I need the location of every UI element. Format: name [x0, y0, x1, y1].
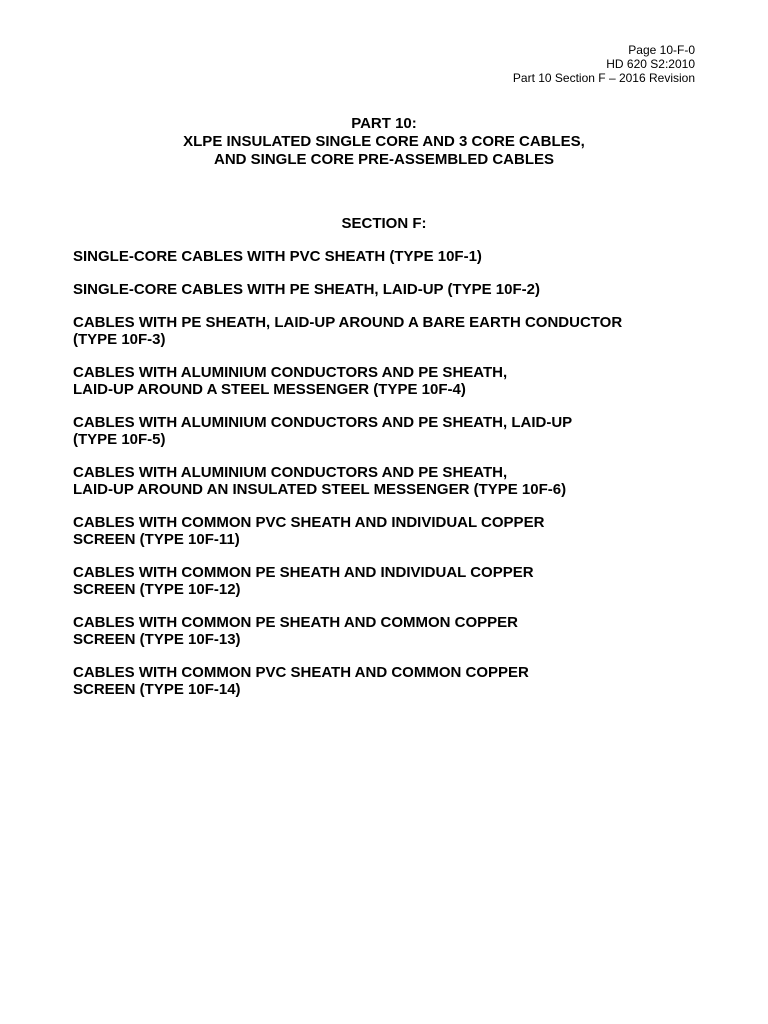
list-item-line: SCREEN (TYPE 10F-14)	[73, 681, 241, 698]
title-line: PART 10:	[351, 115, 417, 132]
list-item-line: SINGLE-CORE CABLES WITH PVC SHEATH (TYPE 10F-1)	[73, 248, 482, 265]
list-item-line: SCREEN (TYPE 10F-12)	[73, 581, 241, 598]
document-title	[0, 115, 768, 169]
list-item-line: LAID-UP AROUND AN INSULATED STEEL MESSENGER (TYPE 10F-6)	[73, 481, 567, 498]
section-heading: SECTION F:	[341, 215, 427, 232]
list-item	[73, 414, 713, 448]
list-item-line: (TYPE 10F-3)	[73, 331, 166, 348]
list-item	[73, 281, 713, 298]
list-item-line: CABLES WITH COMMON PVC SHEATH AND INDIVIDUAL COPPER	[73, 514, 545, 531]
revision-label: Part 10 Section F – 2016 Revision	[512, 71, 695, 85]
list-item-line: (TYPE 10F-5)	[73, 431, 166, 448]
list-item	[73, 364, 713, 398]
page-header	[513, 43, 695, 85]
standard-reference: HD 620 S2:2010	[606, 57, 695, 71]
title-line: AND SINGLE CORE PRE-ASSEMBLED CABLES	[213, 151, 555, 168]
list-item-line: CABLES WITH COMMON PE SHEATH AND INDIVIDUAL COPPER	[73, 564, 534, 581]
list-item-line: CABLES WITH ALUMINIUM CONDUCTORS AND PE SHEATH,	[73, 464, 508, 481]
list-item-line: SCREEN (TYPE 10F-11)	[73, 531, 240, 548]
list-item	[73, 614, 713, 648]
list-item	[73, 514, 713, 548]
list-item-line: CABLES WITH PE SHEATH, LAID-UP AROUND A BARE EARTH CONDUCTOR	[73, 314, 623, 331]
list-item-line: SCREEN (TYPE 10F-13)	[73, 631, 241, 648]
list-item-line: LAID-UP AROUND A STEEL MESSENGER (TYPE 10F-4)	[73, 381, 466, 398]
list-item	[73, 664, 713, 698]
list-item	[73, 248, 713, 265]
page-number: Page 10-F-0	[628, 43, 695, 57]
list-item-line: CABLES WITH ALUMINIUM CONDUCTORS AND PE SHEATH,	[73, 364, 508, 381]
list-item-line: SINGLE-CORE CABLES WITH PE SHEATH, LAID-UP (TYPE 10F-2)	[73, 281, 540, 298]
list-item	[73, 314, 713, 348]
list-item	[73, 464, 713, 498]
list-item-line: CABLES WITH ALUMINIUM CONDUCTORS AND PE SHEATH, LAID-UP	[73, 414, 573, 431]
title-line: XLPE INSULATED SINGLE CORE AND 3 CORE CABLES,	[183, 133, 585, 150]
list-item-line: CABLES WITH COMMON PVC SHEATH AND COMMON COPPER	[73, 664, 529, 681]
cable-type-list	[73, 248, 713, 714]
list-item	[73, 564, 713, 598]
list-item-line: CABLES WITH COMMON PE SHEATH AND COMMON COPPER	[73, 614, 518, 631]
